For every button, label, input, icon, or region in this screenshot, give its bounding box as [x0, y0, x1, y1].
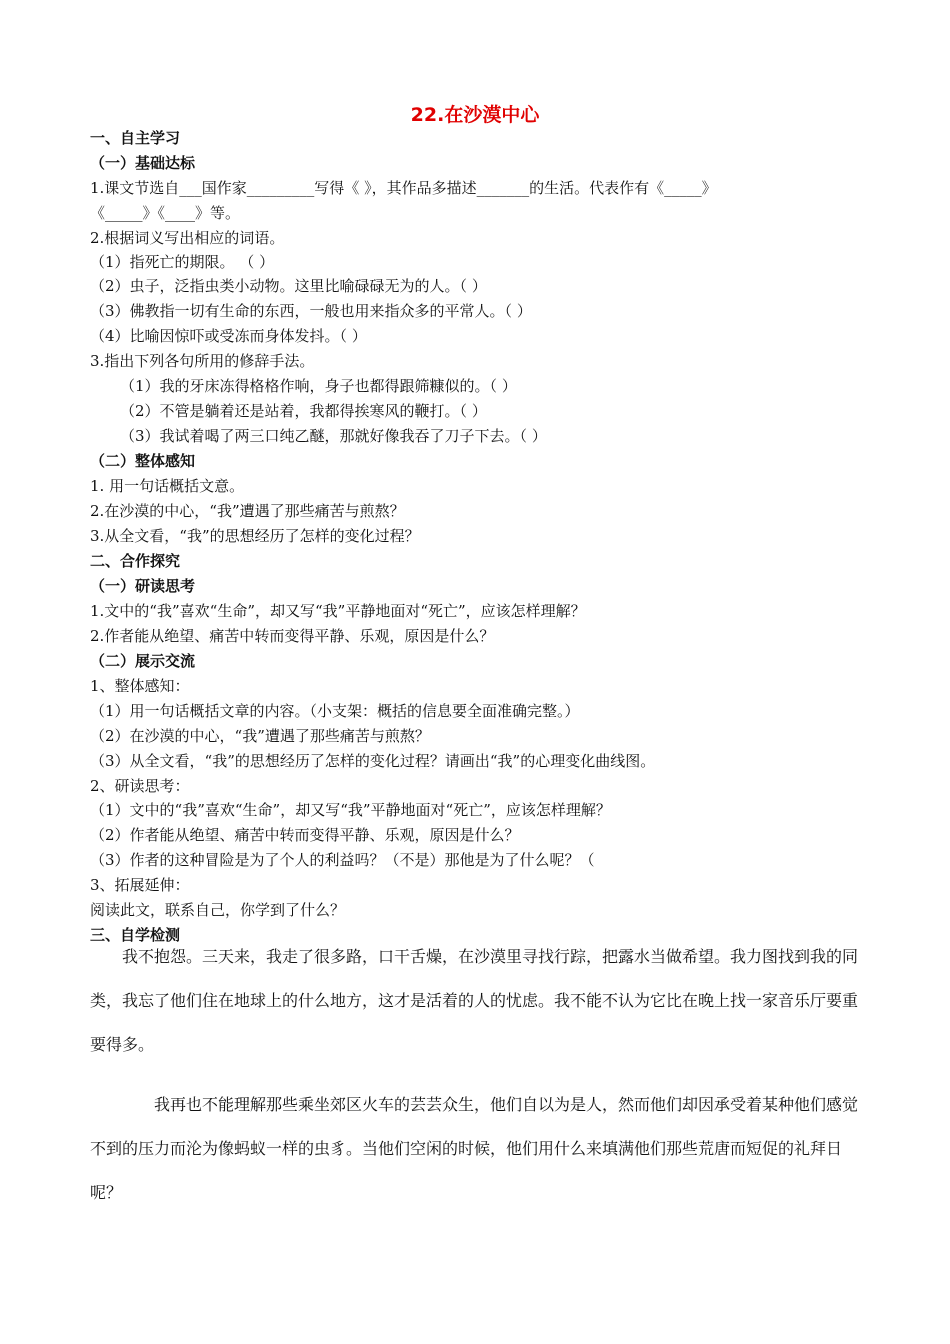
question-line: （3）佛教指一切有生命的东西，一般也用来指众多的平常人。（ ）: [90, 302, 532, 320]
question-line: （3）从全文看，“我”的思想经历了怎样的变化过程？请画出“我”的心理变化曲线图。: [90, 752, 656, 770]
question-line: （1）用一句话概括文章的内容。（小支架：概括的信息要全面准确完整。）: [90, 702, 580, 720]
subsection-heading: （二）整体感知: [90, 452, 196, 470]
question-line: （1）我的牙床冻得格格作响，身子也都得跟筛糠似的。（ ）: [120, 377, 517, 395]
question-line: 3.从全文看，“我”的思想经历了怎样的变化过程？: [90, 527, 420, 545]
section-heading: 三、自学检测: [90, 926, 181, 944]
question-line: （1）文中的“我”喜欢“生命”，却又写“我”平静地面对“死亡”，应该怎样理解？: [90, 801, 611, 819]
question-line: （1）指死亡的期限。 （ ）: [90, 253, 275, 271]
question-line: 2.作者能从绝望、痛苦中转而变得平静、乐观，原因是什么？: [90, 627, 495, 645]
question-line: 3、拓展延伸：: [90, 876, 190, 894]
question-line: 2.根据词义写出相应的词语。: [90, 229, 285, 247]
subsection-heading: （一）研读思考: [90, 577, 196, 595]
question-line: 1. 用一句话概括文意。: [90, 477, 245, 495]
question-line: 1.课文节选自___国作家_________写得《 》，其作品多描述_______的生活。代表作有《_____》: [90, 179, 717, 197]
question-line: （4）比喻因惊吓或受冻而身体发抖。（ ）: [90, 327, 367, 345]
question-line: 《_____》《____》等。: [90, 204, 241, 222]
question-line: 1、整体感知：: [90, 677, 190, 695]
section-heading: 二、合作探究: [90, 552, 181, 570]
question-line: （2）不管是躺着还是站着，我都得挨寒风的鞭打。（ ）: [120, 402, 487, 420]
question-line: （3）我试着喝了两三口纯乙醚，那就好像我吞了刀子下去。（ ）: [120, 427, 547, 445]
question-line: （2）虫子，泛指虫类小动物。这里比喻碌碌无为的人。（ ）: [90, 277, 487, 295]
question-line: 阅读此文，联系自己，你学到了什么？: [90, 901, 346, 919]
question-line: 2.在沙漠的中心，“我”遭遇了那些痛苦与煎熬？: [90, 502, 405, 520]
question-line: 2、研读思考：: [90, 777, 190, 795]
subsection-heading: （二）展示交流: [90, 652, 196, 670]
question-line: （3）作者的这种冒险是为了个人的利益吗？（不是）那他是为了什么呢？（: [90, 851, 595, 869]
subsection-heading: （一）基础达标: [90, 154, 196, 172]
question-line: 1.文中的“我”喜欢“生命”，却又写“我”平静地面对“死亡”，应该怎样理解？: [90, 602, 586, 620]
question-line: （2）在沙漠的中心，“我”遭遇了那些痛苦与煎熬？: [90, 727, 430, 745]
reading-paragraph: 我再也不能理解那些乘坐郊区火车的芸芸众生，他们自以为是人，然而他们却因承受着某种他们感觉不到的压力而沦为像蚂蚁一样的虫豸。当他们空闲的时候，他们用什么来填满他们那些荒唐而短促的礼拜日呢？: [90, 1095, 859, 1202]
section-heading: 一、自主学习: [90, 129, 181, 147]
page-title: 22.在沙漠中心: [410, 104, 540, 126]
question-line: 3.指出下列各句所用的修辞手法。: [90, 352, 315, 370]
reading-paragraph: 我不抱怨。三天来，我走了很多路，口干舌燥，在沙漠里寻找行踪，把露水当做希望。我力图找到我的同类，我忘了他们住在地球上的什么地方，这才是活着的人的忧虑。我不能不认为它比在晚上找一家音乐厅要重要得多。: [90, 947, 859, 1054]
question-line: （2）作者能从绝望、痛苦中转而变得平静、乐观，原因是什么？: [90, 826, 520, 844]
